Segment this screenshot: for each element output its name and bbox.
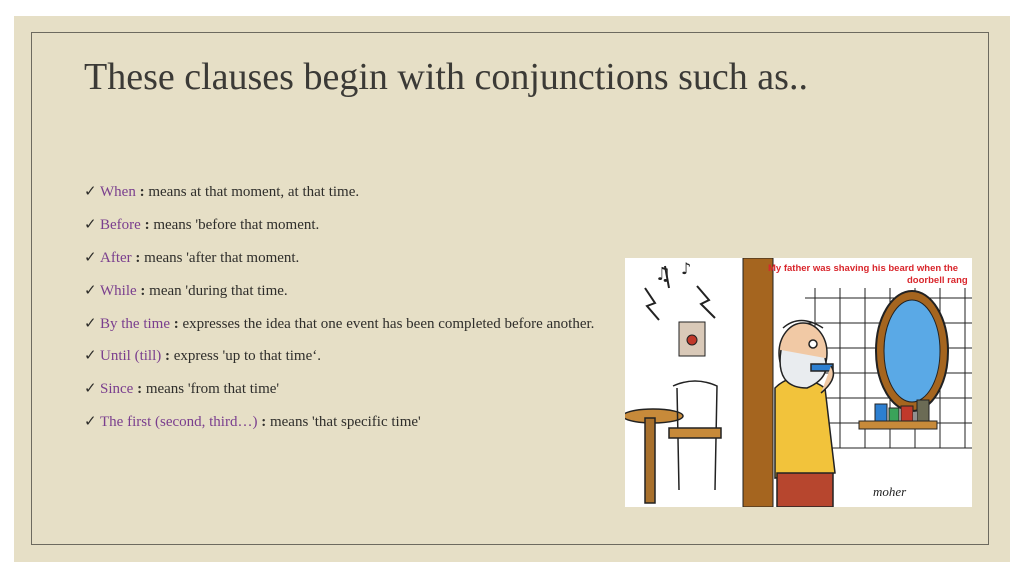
doorbell-button: [687, 335, 697, 345]
svg-text:♪: ♪: [681, 259, 692, 278]
separator-colon: :: [137, 381, 143, 397]
cartoon-caption-line1: My father was shaving his beard when the: [768, 263, 959, 274]
music-notes: [655, 259, 691, 285]
check-icon: ✓: [84, 381, 97, 397]
cartoon-illustration: [625, 258, 972, 507]
conjunction-term: After: [100, 250, 132, 266]
conjunction-meaning: express 'up to that time‘.: [173, 348, 322, 364]
conjunction-term: When: [100, 184, 136, 200]
conjunction-list: [84, 176, 614, 439]
list-item: [84, 340, 614, 373]
artist-signature: moher: [873, 484, 907, 499]
check-icon: ✓: [84, 283, 97, 299]
check-icon: ✓: [84, 250, 97, 266]
table-and-chair: [625, 381, 721, 503]
slide-title: These clauses begin with conjunctions such as..: [84, 56, 808, 98]
list-item: [84, 275, 614, 308]
svg-text:♫: ♫: [655, 264, 672, 285]
conjunction-meaning: expresses the idea that one event has been completed before another.: [182, 316, 595, 332]
check-icon: ✓: [84, 348, 97, 364]
conjunction-term: Since: [100, 381, 134, 397]
conjunction-meaning: means 'from that time': [145, 381, 280, 397]
separator-colon: :: [173, 316, 179, 332]
list-item: [84, 308, 614, 340]
check-icon: ✓: [84, 184, 97, 200]
list-item: [84, 406, 614, 439]
conjunction-term: While: [100, 283, 137, 299]
separator-colon: :: [139, 184, 145, 200]
separator-colon: :: [144, 217, 150, 233]
separator-colon: :: [140, 283, 146, 299]
conjunction-term: Before: [100, 217, 141, 233]
mirror: [876, 291, 948, 411]
conjunction-meaning: mean 'during that time.: [149, 283, 288, 299]
list-item: [84, 176, 614, 209]
man-figure: [775, 321, 835, 508]
check-icon: ✓: [84, 414, 97, 430]
separator-colon: :: [135, 250, 141, 266]
separator-colon: :: [165, 348, 170, 364]
separator-colon: :: [261, 414, 267, 430]
check-icon: ✓: [84, 217, 97, 233]
conjunction-meaning: means 'that specific time': [269, 414, 421, 430]
list-item: [84, 242, 614, 275]
cartoon-svg: [625, 258, 972, 507]
door-frame: [743, 258, 773, 507]
conjunction-term: Until (till): [100, 348, 162, 364]
list-item: [84, 209, 614, 242]
list-item: [84, 373, 614, 406]
conjunction-term: By the time: [100, 316, 170, 332]
conjunction-term: The first (second, third…): [100, 414, 258, 430]
conjunction-meaning: means 'before that moment.: [153, 217, 320, 233]
conjunction-meaning: means at that moment, at that time.: [148, 184, 360, 200]
check-icon: ✓: [84, 316, 97, 332]
cartoon-caption-line2: doorbell rang: [907, 275, 968, 286]
conjunction-meaning: means 'after that moment.: [144, 250, 300, 266]
